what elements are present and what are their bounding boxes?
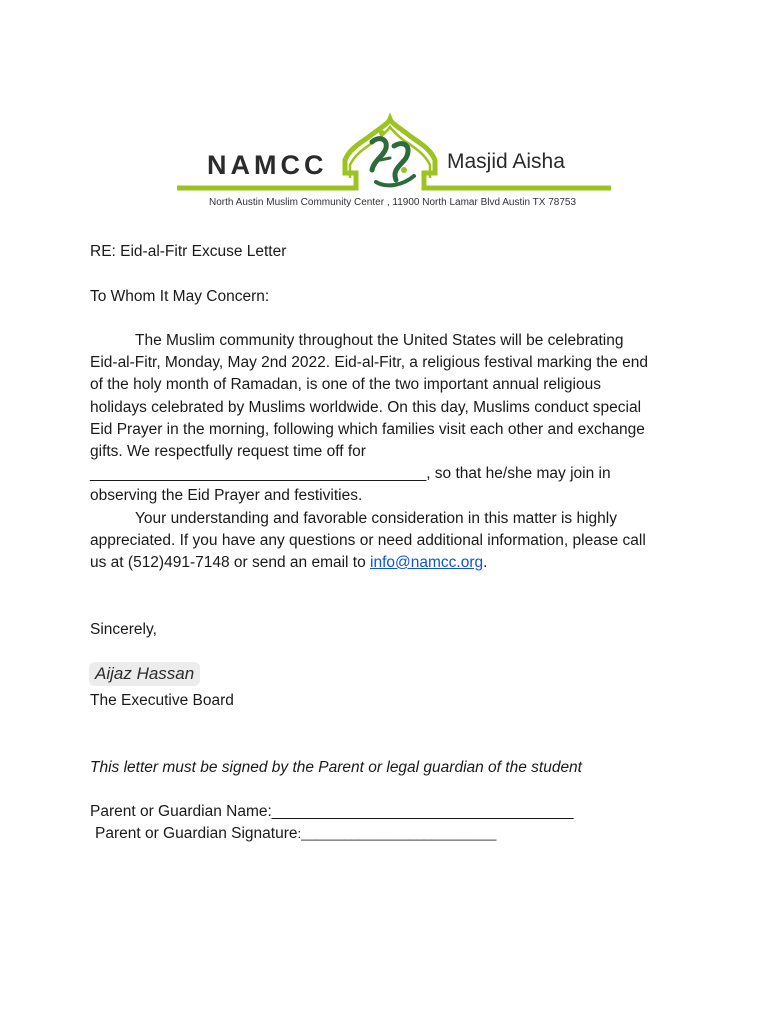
paragraph-1-line: Eid Prayer in the morning, following which families visit each other and exchange xyxy=(90,421,645,438)
guardian-signature-field[interactable]: :___________________________ xyxy=(297,826,497,841)
guardian-name-field[interactable]: ___________________________________ xyxy=(271,803,574,820)
paragraph-1-line: gifts. We respectfully request time off for xyxy=(90,443,366,460)
paragraph-1-line: Eid-al-Fitr, Monday, May 2nd 2022. Eid-al-Fitr, a religious festival marking the end xyxy=(90,354,648,371)
student-name-blank-line: _______________________________________, so that he/she may join in xyxy=(90,465,611,482)
header-address: North Austin Muslim Community Center , 11900 North Lamar Blvd Austin TX 78753 xyxy=(208,197,577,208)
signature-chip: Aijaz Hassan xyxy=(89,662,200,686)
calligraphy-icon xyxy=(372,130,414,185)
paragraph-1-line: The Muslim community throughout the United States will be celebrating xyxy=(135,332,624,349)
guardian-name-label: Parent or Guardian Name: xyxy=(90,803,272,820)
paragraph-2-line: us at (512)491-7148 or send an email to info@namcc.org. xyxy=(90,554,488,571)
paragraph-1-line: observing the Eid Prayer and festivities. xyxy=(90,487,363,504)
signature-notice: This letter must be signed by the Parent or legal guardian of the student xyxy=(90,759,582,776)
namcc-logo-graphic xyxy=(0,0,770,220)
paragraph-2-line: Your understanding and favorable consideration in this matter is highly xyxy=(135,510,617,527)
signer-title: The Executive Board xyxy=(90,692,234,709)
re-line: RE: Eid-al-Fitr Excuse Letter xyxy=(90,243,287,260)
salutation: To Whom It May Concern: xyxy=(90,288,270,305)
guardian-signature-row xyxy=(95,823,496,845)
logo-masjid-aisha-text: Masjid Aisha xyxy=(447,150,565,173)
guardian-name-row xyxy=(90,801,574,823)
email-link[interactable]: info@namcc.org xyxy=(370,554,484,571)
guardian-signature-label: Parent or Guardian Signature xyxy=(95,825,298,842)
closing: Sincerely, xyxy=(90,621,157,638)
logo-namcc-text: NAMCC xyxy=(207,150,328,180)
paragraph-1-line: of the holy month of Ramadan, is one of the two important annual religious xyxy=(90,376,601,393)
paragraph-1-line: holidays celebrated by Muslims worldwide. On this day, Muslims conduct special xyxy=(90,399,642,416)
paragraph-2-line: appreciated. If you have any questions or need additional information, please call xyxy=(90,532,646,549)
